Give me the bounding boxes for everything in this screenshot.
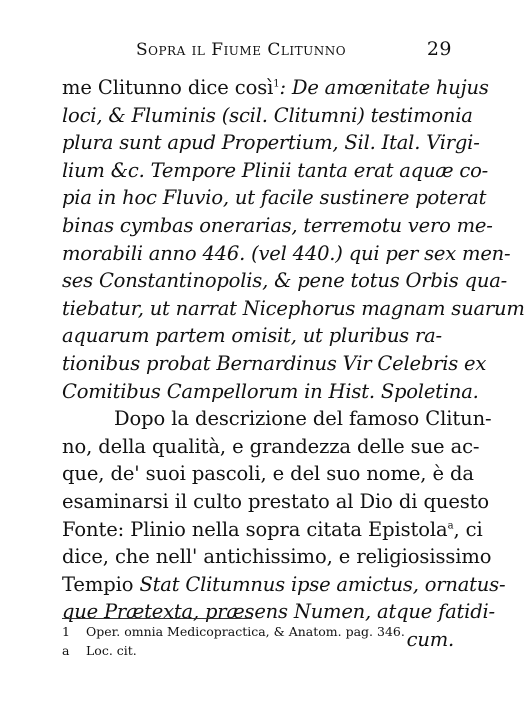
- footnote-text: Loc. cit.: [86, 643, 137, 658]
- footnote-1: [62, 622, 462, 641]
- text-line-2: loci, & Fluminis (scil. Clitumni) testimonia: [62, 103, 473, 127]
- text-line-5: pia in hoc Fluvio, ut facile sustinere poterat: [62, 186, 487, 210]
- page-number: 29: [426, 38, 452, 60]
- text-line-9: tiebatur, ut narrat Nicephorus magnam suarum: [62, 296, 525, 320]
- running-head: [90, 40, 460, 64]
- footnote-ref-a[interactable]: a: [447, 520, 454, 531]
- footnote-divider: [62, 618, 252, 619]
- running-head-title: Sopra il Fiume Clitunno: [136, 40, 347, 60]
- text-line-16: esaminarsi il culto prestato al Dio di questo: [62, 489, 490, 513]
- text-line-8: ses Constantinopolis, & pene totus Orbis qua-: [62, 269, 508, 293]
- text-line-20: que Prætexta, præsens Numen, atque fatidi-: [62, 600, 495, 624]
- text-line-12: Comitibus Campellorum in Hist. Spoletina.: [62, 379, 479, 403]
- footnote-text: Oper. omnia Medicopractica, & Anatom. pag. 346.: [86, 624, 405, 639]
- text-line-18: dice, che nell' antichissimo, e religiosissimo: [62, 545, 492, 569]
- text-line-6: binas cymbas onerarias, terremotu vero me-: [62, 213, 493, 237]
- text-line-14: no, della qualità, e grandezza delle sue ac-: [62, 434, 480, 458]
- text-line-4: lium &c. Tempore Plinii tanta erat aquæ co-: [62, 158, 489, 182]
- text-line-10: aquarum partem omisit, ut pluribus ra-: [62, 324, 442, 348]
- footnotes: [62, 622, 462, 660]
- text-line-21: cum.: [406, 627, 454, 651]
- text-line-19: Tempio Stat Clitumnus ipse amictus, ornatus-: [62, 572, 506, 596]
- footnote-mark: 1: [62, 624, 70, 639]
- body-text: [62, 74, 525, 653]
- text-line-17: Fonte: Plinio nella sopra citata Epistola$^a$, ci: [62, 517, 483, 541]
- text-line-13: Dopo la descrizione del famoso Clitun-: [114, 407, 492, 431]
- text-line-15: que, de' suoi pascoli, e del suo nome, è da: [62, 462, 474, 486]
- footnote-mark: a: [62, 643, 70, 658]
- text-line-11: tionibus probat Bernardinus Vir Celebris ex: [62, 351, 487, 375]
- text-line-7: morabili anno 446. (vel 440.) qui per sex men-: [62, 241, 511, 265]
- text-line-1: me Clitunno dice così$^1$: De amœnitate hujus: [62, 76, 489, 99]
- footnote-ref-1[interactable]: 1: [273, 78, 280, 90]
- footnote-2: [62, 641, 462, 660]
- text-line-3: plura sunt apud Propertium, Sil. Ital. Virgi-: [62, 131, 480, 155]
